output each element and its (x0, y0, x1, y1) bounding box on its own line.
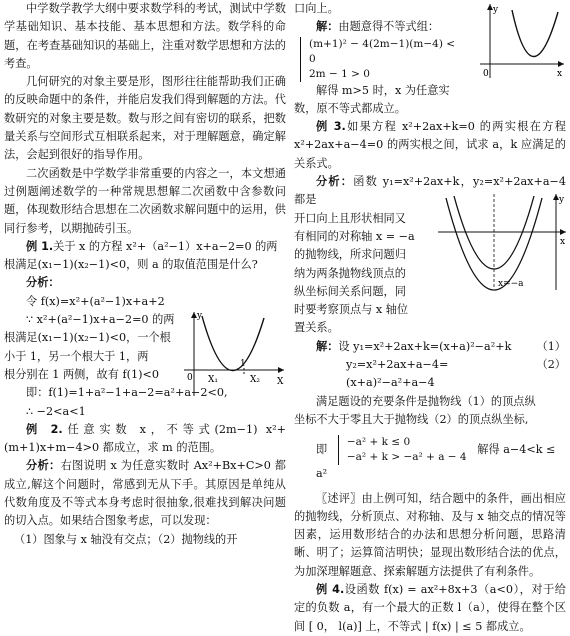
example-2-conditions: （1）图象与 x 轴没有交点；（2）抛物线的开 (14, 532, 238, 546)
ex2-solve: 解：由题意得不等式组： (316, 20, 440, 34)
one-label: 1 (240, 359, 246, 369)
inequality-system-2: 即 −a² + k ≤ 0 −a² + k > −a² + a − 4 解得 a−4<k ≤ a² (316, 436, 556, 481)
x-axis-label: x (560, 237, 566, 247)
parabola-curve (202, 316, 264, 371)
example-1-analysis: 分析： 令 f(x)=x²+(a²−1)x+a+2 ∵ x²+(a²−1)x+a−2=0 的两 根满足(x₁−1)(x₂−1)<0，一个根 小于 1，另一个根大于 1，两 根分别在 1 两侧，故有 f(1)<0 (4, 276, 175, 381)
x-axis-arrow (560, 229, 566, 235)
origin-label: 0 (483, 69, 489, 79)
x-axis-label: x (557, 69, 563, 79)
left-column (4, 0, 286, 549)
figure-2 (478, 2, 566, 86)
parabola-curve (512, 10, 558, 57)
x-axis-arrow (558, 61, 564, 67)
x-axis-arrow (278, 367, 284, 373)
root-x1-label: X₁ (208, 375, 219, 385)
paragraph-quadratic: 二次函数是中学数学非常重要的内容之一，本文想通过例题阐述数学的一种常规思想解二次函数中含参数问题，体现数形结合思想在二次函数求解问题中的运用，供同行参考，以期抛砖引玉。 (4, 166, 286, 235)
origin-label: 0 (187, 373, 193, 383)
example-3-solution: 解：设 y₁=x²+2ax+k=(x+a)²−a²+k （1） y₂=x²+2ax+a−4=(x+a)²−a²+a−4 （2） 满足题设的充要条件是抛物线（1）的顶点纵 坐标不大于零且大于抛物线（2）的顶点纵坐标, 即 −a² + k ≤ 0 −a² + k > −a² + a − 4 解得 a−4<k ≤ a² (294, 338, 566, 484)
x-axis-label: X (277, 377, 284, 387)
example-2-analysis: 分析：右图说明 x 为任意实数时 Ax²+Bx+C>0 都成立,解这个问题时，常感到无从下手。其原因是单纯从代数角度及不等式本身考虑时很抽象,很难找到解决问题的切入点。如果结合图象考虑，可以发现： (4, 459, 286, 528)
paragraph-intro: 中学数学教学大纲中要求数学科的考试，测试中学数学基础知识、基本技能、基本思想和方法。数学科的命题，在考查基础知识的基础上，注重对数学思想和方法的考查。 (4, 2, 286, 70)
right-column (294, 0, 566, 636)
inequality-system-1: (m+1)² − 4(2m−1)(m−4) < 0 2m − 1 > 0 (300, 37, 459, 82)
example-4: 例 4.设函数 f(x) = ax²+8x+3（a<0），对于给定的负数 a，有一个最大的正数 l（a），使得在整个区间 [ 0， l(a)] 上，不等式 | f(x) | ≤ 5 都成立。 (294, 583, 566, 633)
figure-3 (436, 192, 568, 296)
figure-1 (180, 308, 288, 402)
example-1-line2: 根满足(x₁−1)(x₂−1)<0，则 a 的取值范围是什么? (4, 258, 258, 272)
y-axis-label: y (197, 311, 203, 321)
example-1-result: ∴ −2<a<1 (26, 404, 86, 418)
symmetry-axis-label: x=−a (498, 279, 524, 289)
example-3: 例 3.如果方程 x²+2ax+k=0 的两实根在方程x²+2ax+a−4=0 的两实根之间，试求 a，k 应满足的关系式。 (294, 120, 566, 170)
y-axis-label: y (559, 195, 565, 205)
example-3-analysis: 分析：函数 y₁=x²+2ax+k，y₂=x²+2ax+a−4 都是 开口向上且形状相同又 有相同的对称轴 x = −a 的抛物线，所求问题归 纳为两条抛物线顶点的 纵坐标间关系问题，同 时要考察顶点与 x 轴位 置关系。 (294, 175, 566, 335)
commentary: 〖述评〗由上例可知，结合题中的条件，画出相应的抛物线，分析顶点、对称轴、及与 x 轴交点的情况等因素，运用数形结合的办法和思想分析问题，思路清晰、明了；运算简洁明快；显现出数形结合法的优点，为加深理解题意、探索解题方法提供了有利条件。 (294, 491, 566, 578)
ex2-result-1: 解得 m>5 时，x 为任意实 (316, 83, 450, 97)
ex2-result-2: 数，原不等式都成立。 (294, 101, 406, 115)
root-x2-label: X₂ (250, 375, 261, 385)
example-1: 例 1.关于 x 的方程 x²+（a²−1）x+a−2=0 的两 (26, 239, 278, 253)
paragraph-geometry: 几何研究的对象主要是形，图形往往能帮助我们正确的反映命题中的条件，并能启发我们得到解题的方法。代数研究的对象主要是数。数与形之间有密切的联系，把数量关系与空间形式互相联系起来，对于理解题意，确定解法，会起到很好的指导作用。 (4, 75, 286, 162)
example-2: 例 2.任意实数 x，不等式(2m−1) x²+(m+1)x+m−4>0 都成立，求 m 的范围。 (4, 422, 286, 455)
ex2-continued: 口向上。 (294, 2, 339, 15)
y-axis-label: y (493, 5, 499, 15)
example-1-f1: 即：f(1)=1+a²−1+a−2=a²+a−2<0, (26, 386, 228, 400)
